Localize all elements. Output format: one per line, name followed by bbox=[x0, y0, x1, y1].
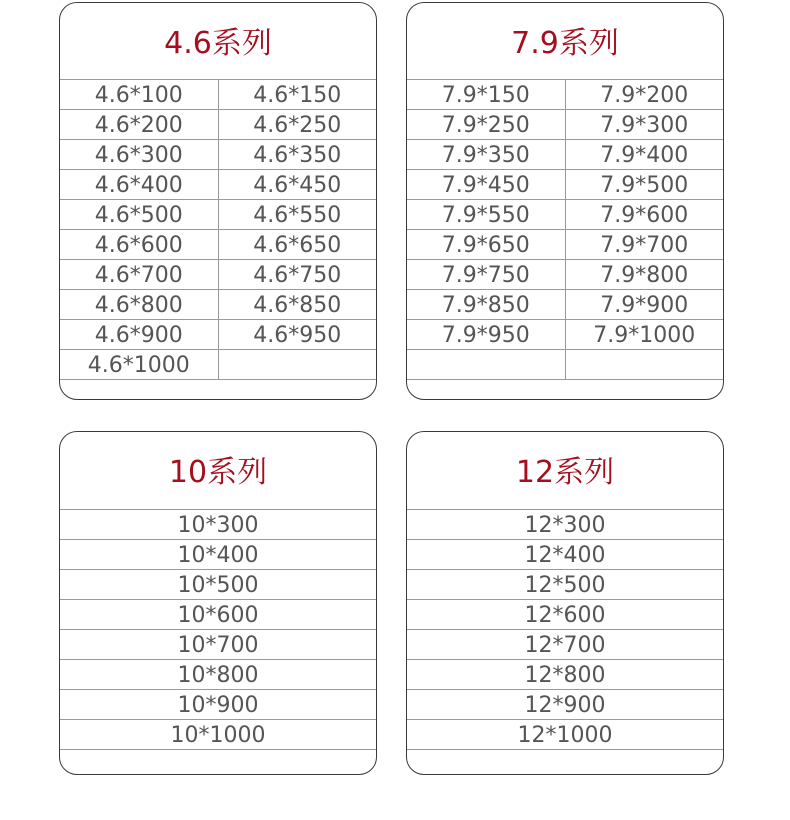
table-row bbox=[60, 510, 376, 540]
table-row bbox=[407, 570, 723, 600]
table-cell: 4.6*550 bbox=[218, 200, 377, 229]
table-row bbox=[60, 660, 376, 690]
table-cell: 7.9*300 bbox=[565, 110, 724, 139]
table-row bbox=[60, 290, 376, 320]
table-row bbox=[60, 170, 376, 200]
table-cell: 7.9*900 bbox=[565, 290, 724, 319]
table-cell: 4.6*250 bbox=[218, 110, 377, 139]
table-cell: 10*300 bbox=[177, 513, 259, 538]
table-cell: 10*1000 bbox=[170, 723, 266, 748]
series-title: 4.6系列 bbox=[60, 3, 376, 80]
table-row bbox=[407, 80, 723, 110]
table-row bbox=[60, 320, 376, 350]
series-title: 12系列 bbox=[407, 432, 723, 510]
series-card-12 bbox=[406, 431, 724, 775]
table-cell: 12*800 bbox=[524, 663, 606, 688]
series-title: 7.9系列 bbox=[407, 3, 723, 80]
table-cell: 4.6*600 bbox=[94, 233, 183, 258]
table-row bbox=[407, 110, 723, 140]
series-card-7-9 bbox=[406, 2, 724, 400]
table-row bbox=[60, 690, 376, 720]
table-cell: 7.9*1000 bbox=[565, 320, 724, 349]
table-cell: 4.6*100 bbox=[94, 83, 183, 108]
table-row bbox=[407, 600, 723, 630]
table-row bbox=[407, 630, 723, 660]
table-row bbox=[407, 720, 723, 750]
table-cell: 4.6*950 bbox=[218, 320, 377, 349]
table-cell: 10*800 bbox=[177, 663, 259, 688]
table-cell bbox=[218, 350, 377, 379]
table-row bbox=[60, 260, 376, 290]
table-row bbox=[407, 660, 723, 690]
table-cell: 7.9*700 bbox=[565, 230, 724, 259]
table-cell: 4.6*650 bbox=[218, 230, 377, 259]
table-row bbox=[407, 690, 723, 720]
table-cell: 7.9*750 bbox=[441, 263, 530, 288]
table-row bbox=[60, 140, 376, 170]
table-cell: 12*600 bbox=[524, 603, 606, 628]
table-cell: 4.6*300 bbox=[94, 143, 183, 168]
table-cell: 4.6*500 bbox=[94, 203, 183, 228]
table-row bbox=[60, 630, 376, 660]
table-cell: 10*600 bbox=[177, 603, 259, 628]
table-row bbox=[407, 320, 723, 350]
table-cell: 12*500 bbox=[524, 573, 606, 598]
table-cell: 4.6*700 bbox=[94, 263, 183, 288]
table-row bbox=[60, 110, 376, 140]
table-row bbox=[407, 170, 723, 200]
table-row bbox=[60, 720, 376, 750]
series-card-4-6 bbox=[59, 2, 377, 400]
table-cell: 7.9*150 bbox=[441, 83, 530, 108]
table-cell: 7.9*500 bbox=[565, 170, 724, 199]
table-cell: 10*400 bbox=[177, 543, 259, 568]
table-row bbox=[60, 230, 376, 260]
table-cell: 7.9*200 bbox=[565, 80, 724, 109]
table-row bbox=[407, 260, 723, 290]
table-cell bbox=[407, 350, 565, 379]
table-cell bbox=[565, 350, 724, 379]
table-cell: 4.6*200 bbox=[94, 113, 183, 138]
table-cell: 4.6*750 bbox=[218, 260, 377, 289]
table-row bbox=[60, 600, 376, 630]
table-cell: 10*700 bbox=[177, 633, 259, 658]
table-row bbox=[407, 140, 723, 170]
table-cell: 4.6*900 bbox=[94, 323, 183, 348]
table-cell: 12*700 bbox=[524, 633, 606, 658]
table-row bbox=[407, 540, 723, 570]
table-cell: 4.6*800 bbox=[94, 293, 183, 318]
table-cell: 7.9*450 bbox=[441, 173, 530, 198]
table-cell: 4.6*450 bbox=[218, 170, 377, 199]
table-cell: 7.9*550 bbox=[441, 203, 530, 228]
table-row bbox=[60, 570, 376, 600]
table-row bbox=[60, 200, 376, 230]
table-cell: 7.9*800 bbox=[565, 260, 724, 289]
table-cell: 12*900 bbox=[524, 693, 606, 718]
table-cell: 12*400 bbox=[524, 543, 606, 568]
table-row bbox=[407, 230, 723, 260]
table-row bbox=[407, 200, 723, 230]
table-row bbox=[407, 350, 723, 380]
table-cell: 4.6*350 bbox=[218, 140, 377, 169]
table-cell: 4.6*400 bbox=[94, 173, 183, 198]
table-row bbox=[60, 350, 376, 380]
series-title: 10系列 bbox=[60, 432, 376, 510]
series-card-10 bbox=[59, 431, 377, 775]
table-cell: 10*500 bbox=[177, 573, 259, 598]
table-cell: 12*300 bbox=[524, 513, 606, 538]
table-row bbox=[60, 540, 376, 570]
table-row bbox=[407, 510, 723, 540]
table-row bbox=[407, 290, 723, 320]
table-cell: 7.9*250 bbox=[441, 113, 530, 138]
table-cell: 12*1000 bbox=[517, 723, 613, 748]
table-cell: 4.6*850 bbox=[218, 290, 377, 319]
table-cell: 4.6*1000 bbox=[87, 353, 190, 378]
table-cell: 7.9*350 bbox=[441, 143, 530, 168]
table-cell: 7.9*850 bbox=[441, 293, 530, 318]
table-cell: 10*900 bbox=[177, 693, 259, 718]
table-cell: 7.9*950 bbox=[441, 323, 530, 348]
table-cell: 4.6*150 bbox=[218, 80, 377, 109]
table-row bbox=[60, 80, 376, 110]
table-cell: 7.9*400 bbox=[565, 140, 724, 169]
table-cell: 7.9*650 bbox=[441, 233, 530, 258]
table-cell: 7.9*600 bbox=[565, 200, 724, 229]
